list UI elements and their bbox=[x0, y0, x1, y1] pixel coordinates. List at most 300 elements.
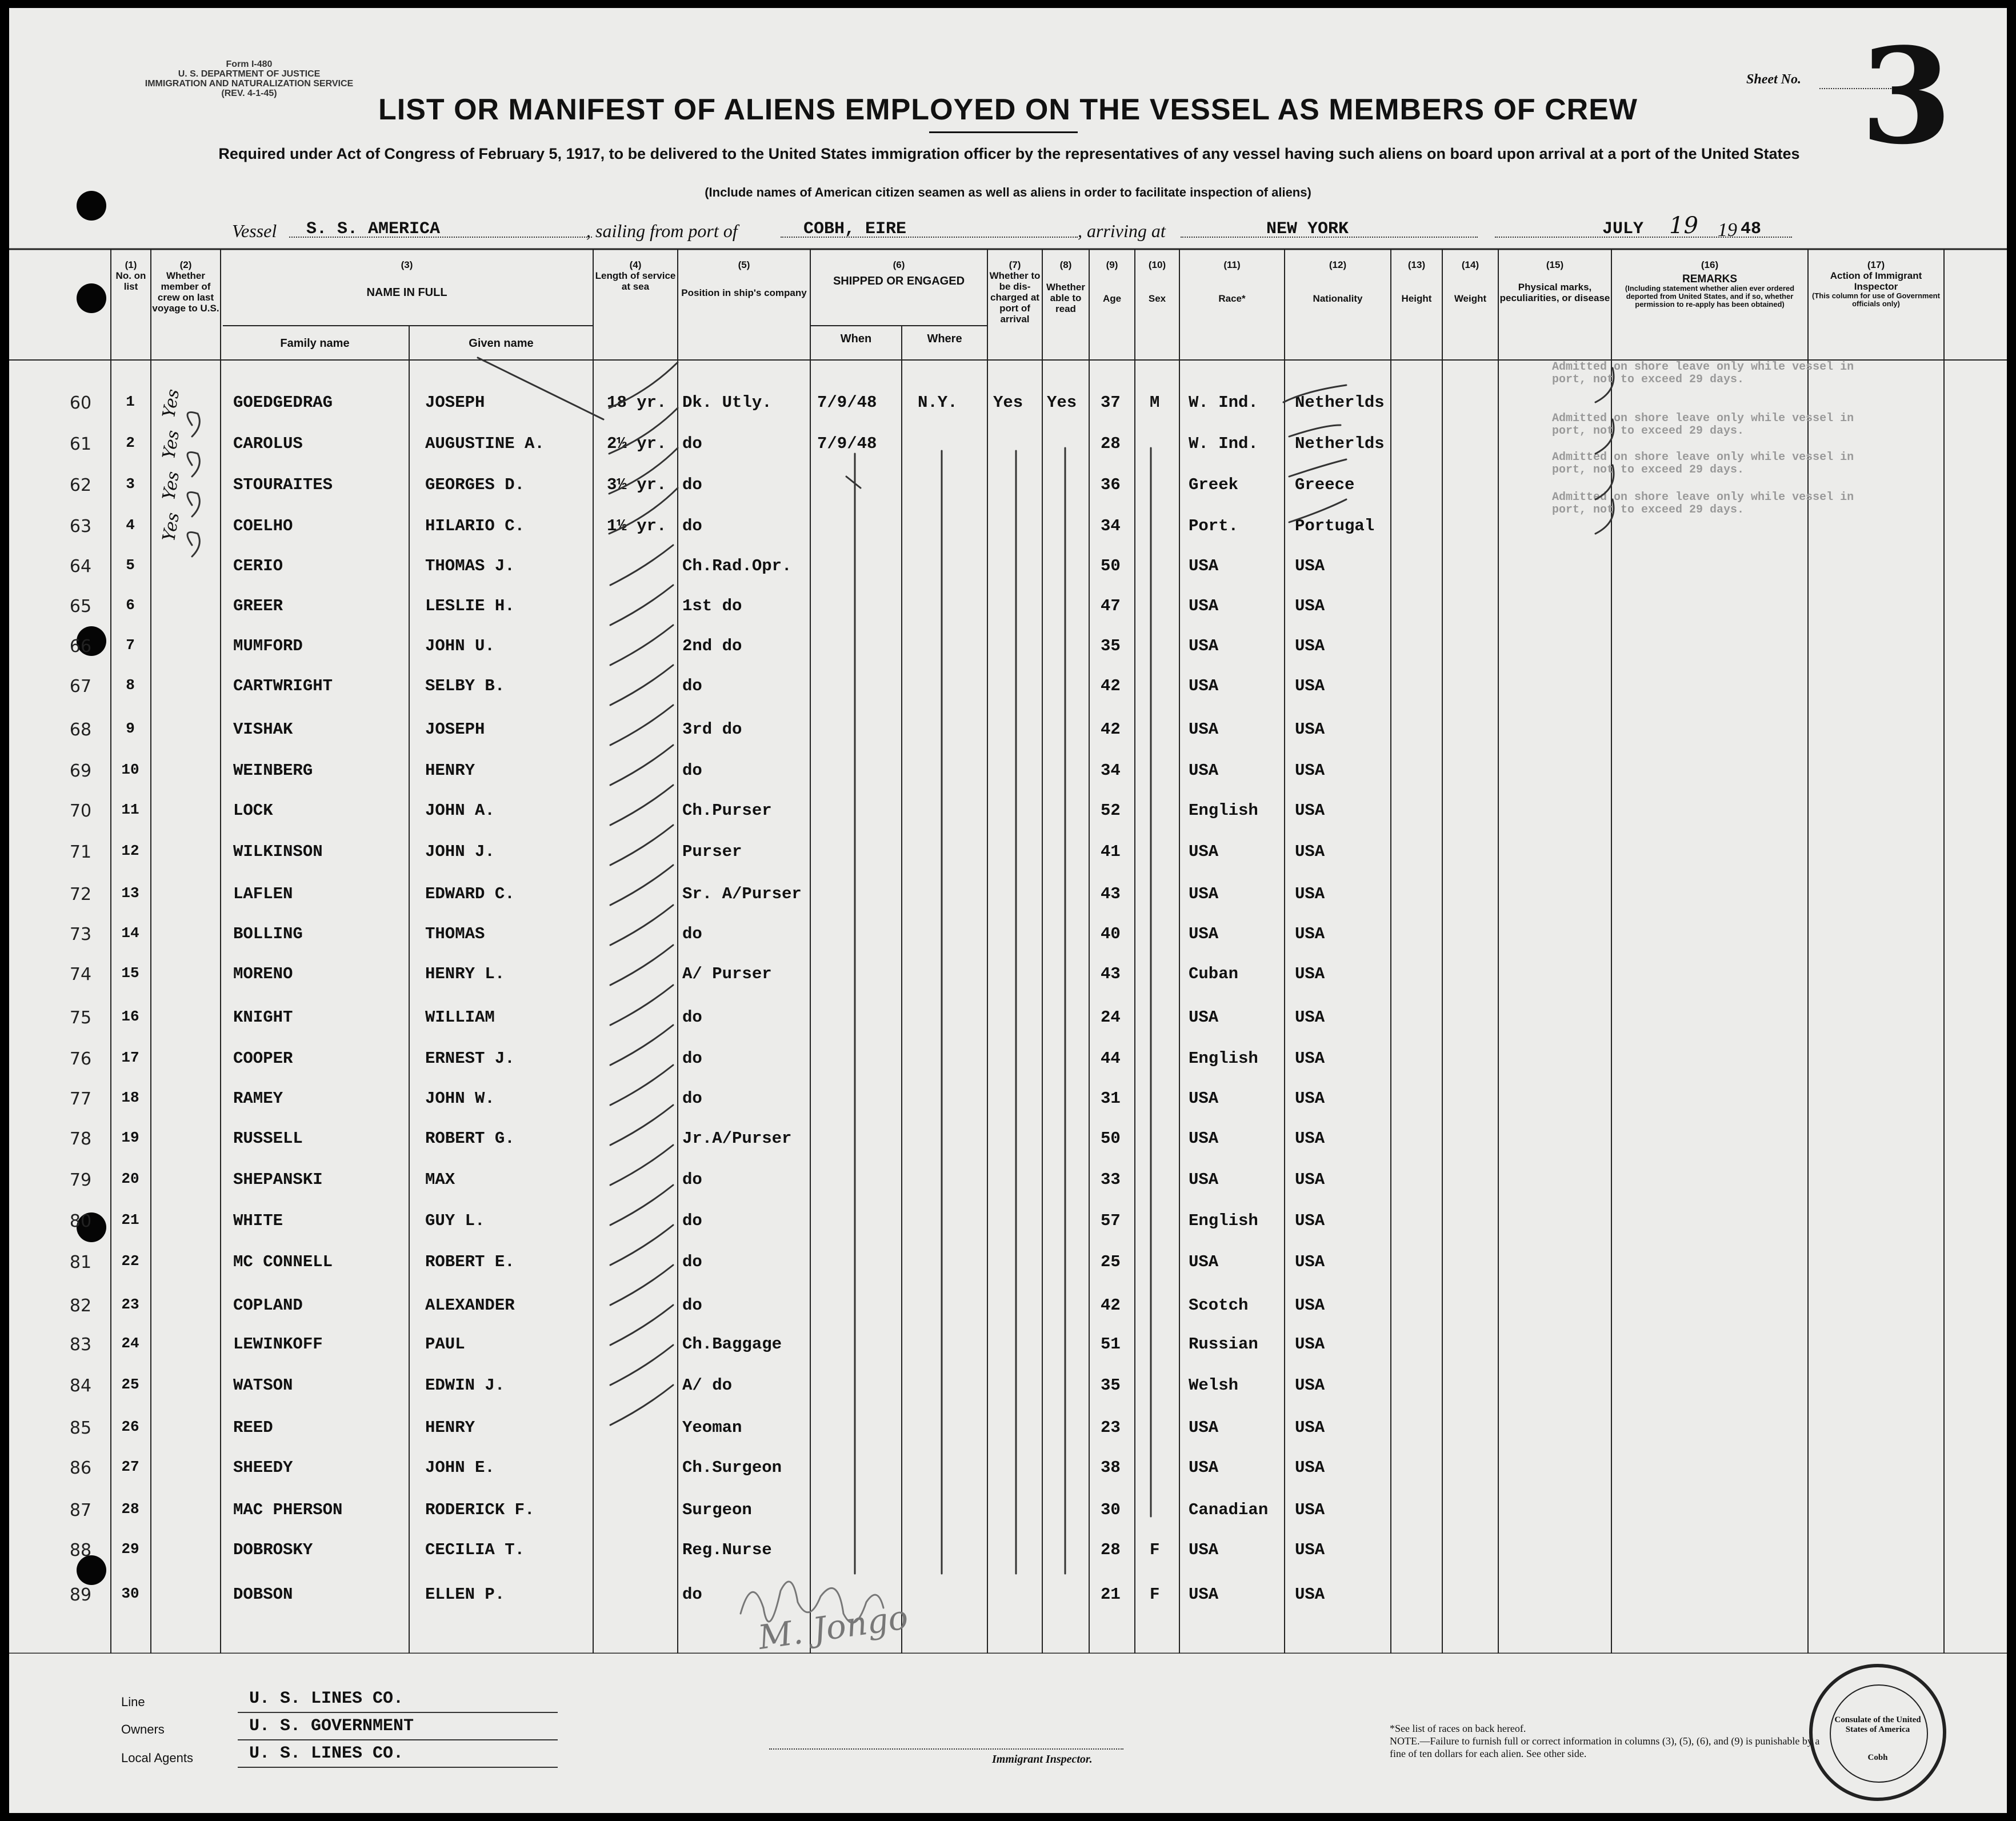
given-name: CECILIA T. bbox=[425, 1540, 525, 1559]
col-num: (12) bbox=[1329, 259, 1347, 270]
document-subnote: (Include names of American citizen seamen as well as aliens in order to facilitate inspection of aliens) bbox=[705, 185, 1311, 199]
line-number: 62 bbox=[69, 475, 92, 495]
family-name: VISHAK bbox=[233, 720, 293, 739]
given-name: AUGUSTINE A. bbox=[425, 434, 545, 453]
line-number: 70 bbox=[69, 801, 92, 821]
seal-text: Consulate of the United States of America bbox=[1834, 1715, 1921, 1734]
position: do bbox=[682, 761, 702, 780]
family-name: SHEPANSKI bbox=[233, 1170, 323, 1189]
arrival-month: JULY bbox=[1602, 219, 1644, 239]
age: 50 bbox=[1101, 1129, 1121, 1148]
nationality: USA bbox=[1295, 557, 1325, 575]
col-num: (7) bbox=[1009, 259, 1021, 270]
age: 51 bbox=[1101, 1335, 1121, 1354]
line-number: 74 bbox=[69, 964, 92, 984]
age: 36 bbox=[1101, 475, 1121, 494]
race: USA bbox=[1189, 1458, 1219, 1477]
given-name: JOHN A. bbox=[425, 801, 495, 820]
consulate-seal bbox=[1809, 1664, 1946, 1801]
list-number: 7 bbox=[126, 637, 135, 654]
given-name: ALEXANDER bbox=[425, 1296, 515, 1315]
col-label: Length of service at sea bbox=[595, 270, 676, 292]
col-num: (1) bbox=[125, 259, 137, 270]
position: 1st do bbox=[682, 597, 742, 615]
col-label: Weight bbox=[1454, 293, 1487, 304]
race: USA bbox=[1189, 1540, 1219, 1559]
given-name: ROBERT G. bbox=[425, 1129, 515, 1148]
family-name: WILKINSON bbox=[233, 842, 323, 861]
family-name: DOBROSKY bbox=[233, 1540, 313, 1559]
family-name: COELHO bbox=[233, 517, 293, 535]
nationality: USA bbox=[1295, 1211, 1325, 1230]
col-num: (15) bbox=[1546, 259, 1564, 270]
given-name: RODERICK F. bbox=[425, 1500, 535, 1519]
given-name: JOSEPH bbox=[425, 393, 485, 412]
age: 38 bbox=[1101, 1458, 1121, 1477]
race: English bbox=[1189, 1211, 1258, 1230]
vessel-name: S. S. AMERICA bbox=[306, 219, 441, 239]
col-num: (17) bbox=[1867, 259, 1885, 270]
agents-value: U. S. LINES CO. bbox=[249, 1744, 404, 1763]
family-name: COOPER bbox=[233, 1049, 293, 1068]
sex: F bbox=[1150, 1540, 1160, 1559]
family-name: MUMFORD bbox=[233, 637, 303, 655]
given-name: JOHN U. bbox=[425, 637, 495, 655]
col-label: Height bbox=[1401, 293, 1432, 304]
list-number: 18 bbox=[121, 1089, 139, 1106]
given-name: MAX bbox=[425, 1170, 455, 1189]
port-from: COBH, EIRE bbox=[803, 219, 907, 239]
nationality: USA bbox=[1295, 720, 1325, 739]
race: English bbox=[1189, 1049, 1258, 1068]
position: Surgeon bbox=[682, 1500, 752, 1519]
col-header-3b: Given name bbox=[469, 337, 534, 350]
family-name: MC CONNELL bbox=[233, 1252, 333, 1271]
given-name: LESLIE H. bbox=[425, 597, 515, 615]
position: Ch.Baggage bbox=[682, 1335, 782, 1354]
to-be-discharged: Yes bbox=[993, 393, 1023, 412]
nationality: USA bbox=[1295, 1170, 1325, 1189]
arrival-day: 19 bbox=[1669, 213, 1698, 239]
department-name: U. S. DEPARTMENT OF JUSTICE bbox=[178, 69, 321, 79]
race: Canadian bbox=[1189, 1500, 1269, 1519]
shipped-when: 7/9/48 bbox=[817, 393, 877, 412]
position: 3rd do bbox=[682, 720, 742, 739]
length-of-service: 18 yr. bbox=[607, 393, 667, 412]
sheet-number-label: Sheet No. bbox=[1746, 72, 1801, 87]
given-name: HENRY bbox=[425, 761, 475, 780]
position: do bbox=[682, 1585, 702, 1604]
position: do bbox=[682, 1089, 702, 1108]
family-name: WATSON bbox=[233, 1376, 293, 1395]
list-number: 14 bbox=[121, 924, 139, 942]
arrival-year-prefix: 19 bbox=[1718, 219, 1737, 241]
previous-voyage: Yes bbox=[159, 429, 184, 461]
col-label: Physical marks, peculiarities, or disease bbox=[1499, 282, 1610, 303]
nationality: Greece bbox=[1295, 475, 1355, 494]
given-name: EDWIN J. bbox=[425, 1376, 505, 1395]
line-number: 66 bbox=[69, 637, 92, 657]
family-name: LOCK bbox=[233, 801, 273, 820]
position: Ch.Rad.Opr. bbox=[682, 557, 792, 575]
race: USA bbox=[1189, 637, 1219, 655]
nationality: USA bbox=[1295, 1418, 1325, 1437]
age: 52 bbox=[1101, 801, 1121, 820]
family-name: RUSSELL bbox=[233, 1129, 303, 1148]
remark-stamp: Admitted on shore leave only while vessel in port, not to exceed 29 days. bbox=[1552, 412, 1854, 438]
age: 35 bbox=[1101, 1376, 1121, 1395]
given-name: HENRY bbox=[425, 1418, 475, 1437]
col-label: Nationality bbox=[1313, 293, 1363, 304]
age: 57 bbox=[1101, 1211, 1121, 1230]
col-label: SHIPPED OR ENGAGED bbox=[833, 275, 965, 287]
given-name: JOHN W. bbox=[425, 1089, 495, 1108]
line-value: U. S. LINES CO. bbox=[249, 1689, 404, 1708]
list-number: 30 bbox=[121, 1585, 139, 1602]
remark-stamp: Admitted on shore leave only while vessel in port, not to exceed 29 days. bbox=[1552, 361, 1854, 386]
race: USA bbox=[1189, 842, 1219, 861]
col-num: (5) bbox=[738, 259, 750, 270]
age: 24 bbox=[1101, 1008, 1121, 1027]
age: 37 bbox=[1101, 393, 1121, 412]
line-number: 85 bbox=[69, 1418, 92, 1438]
position: do bbox=[682, 475, 702, 494]
remark-stamp: Admitted on shore leave only while vessel in port, not to exceed 29 days. bbox=[1552, 451, 1854, 477]
nationality: USA bbox=[1295, 1049, 1325, 1068]
col-num: (10) bbox=[1148, 259, 1166, 270]
line-number: 78 bbox=[69, 1129, 92, 1149]
position: do bbox=[682, 924, 702, 943]
length-of-service: 3½ yr. bbox=[607, 475, 667, 494]
list-number: 15 bbox=[121, 964, 139, 982]
col-label: Position in ship's company bbox=[681, 287, 807, 298]
given-name: HENRY L. bbox=[425, 964, 505, 983]
position: Dk. Utly. bbox=[682, 393, 772, 412]
line-number: 82 bbox=[69, 1296, 92, 1316]
col-num: (13) bbox=[1407, 259, 1426, 270]
col-num: (4) bbox=[629, 259, 642, 270]
family-name: SHEEDY bbox=[233, 1458, 293, 1477]
col-num: (3) bbox=[401, 259, 413, 270]
nationality: USA bbox=[1295, 964, 1325, 983]
col-label: Whether to be dis-charged at port of arrival bbox=[989, 270, 1041, 325]
age: 28 bbox=[1101, 1540, 1121, 1559]
nationality: USA bbox=[1295, 885, 1325, 903]
form-number: Form I-480 bbox=[226, 59, 273, 69]
line-number: 75 bbox=[69, 1008, 92, 1028]
port-to: NEW YORK bbox=[1266, 219, 1349, 239]
age: 25 bbox=[1101, 1252, 1121, 1271]
nationality: USA bbox=[1295, 1540, 1325, 1559]
position: Ch.Surgeon bbox=[682, 1458, 782, 1477]
line-number: 65 bbox=[69, 597, 92, 617]
nationality: USA bbox=[1295, 1008, 1325, 1027]
sex: M bbox=[1150, 393, 1160, 412]
line-number: 67 bbox=[69, 677, 92, 697]
agents-underline bbox=[238, 1767, 558, 1768]
position: Jr.A/Purser bbox=[682, 1129, 792, 1148]
document-subtitle: Required under Act of Congress of February 5, 1917, to be delivered to the United States immigration officer by the representatives of any vessel having such aliens on board upon arrival at a port of the United States bbox=[218, 145, 1800, 162]
given-name: WILLIAM bbox=[425, 1008, 495, 1027]
family-name: WHITE bbox=[233, 1211, 283, 1230]
col-num: (11) bbox=[1223, 259, 1241, 270]
age: 34 bbox=[1101, 517, 1121, 535]
position: do bbox=[682, 677, 702, 695]
agents-label: Local Agents bbox=[121, 1751, 193, 1765]
family-name: COPLAND bbox=[233, 1296, 303, 1315]
col-label: Action of Immigrant Inspector bbox=[1830, 270, 1922, 292]
position: do bbox=[682, 1008, 702, 1027]
position: do bbox=[682, 517, 702, 535]
family-name: LEWINKOFF bbox=[233, 1335, 323, 1354]
race: Port. bbox=[1189, 517, 1239, 535]
list-number: 9 bbox=[126, 720, 135, 737]
col-label: Sex bbox=[1148, 293, 1166, 304]
race: USA bbox=[1189, 1585, 1219, 1604]
age: 31 bbox=[1101, 1089, 1121, 1108]
form-revision: (REV. 4-1-45) bbox=[221, 89, 277, 98]
given-name: EDWARD C. bbox=[425, 885, 515, 903]
race: USA bbox=[1189, 1129, 1219, 1148]
vessel-label: Vessel bbox=[232, 221, 277, 241]
nationality: USA bbox=[1295, 637, 1325, 655]
list-number: 5 bbox=[126, 557, 135, 574]
sailing-label: , sailing from port of bbox=[586, 221, 738, 241]
family-name: LAFLEN bbox=[233, 885, 293, 903]
family-name: BOLLING bbox=[233, 924, 303, 943]
previous-voyage: Yes bbox=[159, 387, 184, 420]
line-number: 60 bbox=[69, 393, 92, 413]
given-name: ROBERT E. bbox=[425, 1252, 515, 1271]
race: USA bbox=[1189, 1008, 1219, 1027]
line-label: Line bbox=[121, 1695, 145, 1709]
family-name: KNIGHT bbox=[233, 1008, 293, 1027]
position: Ch.Purser bbox=[682, 801, 772, 820]
list-number: 24 bbox=[121, 1335, 139, 1352]
position: Reg.Nurse bbox=[682, 1540, 772, 1559]
race: USA bbox=[1189, 1170, 1219, 1189]
race: USA bbox=[1189, 924, 1219, 943]
age: 30 bbox=[1101, 1500, 1121, 1519]
handwritten-marks bbox=[9, 8, 2007, 1813]
position: do bbox=[682, 1296, 702, 1315]
nationality: USA bbox=[1295, 1089, 1325, 1108]
nationality: USA bbox=[1295, 801, 1325, 820]
nationality: USA bbox=[1295, 1335, 1325, 1354]
age: 42 bbox=[1101, 720, 1121, 739]
age: 47 bbox=[1101, 597, 1121, 615]
line-number: 76 bbox=[69, 1049, 92, 1069]
col-num: (14) bbox=[1461, 259, 1479, 270]
fine-note: NOTE.—Failure to furnish full or correct information in columns (3), (5), (6), and (9) is punishable by a fine of ten dollars for each alien. See other side. bbox=[1390, 1735, 1820, 1759]
family-name: GOEDGEDRAG bbox=[233, 393, 333, 412]
family-name: CARTWRIGHT bbox=[233, 677, 333, 695]
race: USA bbox=[1189, 720, 1219, 739]
given-name: PAUL bbox=[425, 1335, 465, 1354]
col-num: (6) bbox=[893, 259, 905, 270]
line-number: 84 bbox=[69, 1376, 92, 1396]
position: A/ Purser bbox=[682, 964, 772, 983]
shipped-where: N.Y. bbox=[918, 393, 958, 412]
age: 42 bbox=[1101, 1296, 1121, 1315]
document-title: LIST OR MANIFEST OF ALIENS EMPLOYED ON THE VESSEL AS MEMBERS OF CREW bbox=[378, 93, 1638, 126]
race: W. Ind. bbox=[1189, 434, 1258, 453]
sex: F bbox=[1150, 1585, 1160, 1604]
age: 35 bbox=[1101, 637, 1121, 655]
line-number: 64 bbox=[69, 557, 92, 577]
col-label: NAME IN FULL bbox=[366, 286, 447, 299]
age: 28 bbox=[1101, 434, 1121, 453]
race: USA bbox=[1189, 1089, 1219, 1108]
given-name: GEORGES D. bbox=[425, 475, 525, 494]
list-number: 21 bbox=[121, 1211, 139, 1228]
list-number: 16 bbox=[121, 1008, 139, 1025]
col-num: (16) bbox=[1701, 259, 1719, 270]
able-to-read: Yes bbox=[1047, 393, 1077, 412]
line-number: 86 bbox=[69, 1458, 92, 1478]
nationality: USA bbox=[1295, 1376, 1325, 1395]
nationality: USA bbox=[1295, 842, 1325, 861]
race: English bbox=[1189, 801, 1258, 820]
given-name: THOMAS J. bbox=[425, 557, 515, 575]
list-number: 3 bbox=[126, 475, 135, 493]
given-name: SELBY B. bbox=[425, 677, 505, 695]
col-header-6b: Where bbox=[927, 333, 962, 345]
previous-voyage: Yes bbox=[159, 470, 184, 502]
position: Sr. A/Purser bbox=[682, 885, 802, 903]
nationality: USA bbox=[1295, 1296, 1325, 1315]
list-number: 29 bbox=[121, 1540, 139, 1558]
race: Russian bbox=[1189, 1335, 1258, 1354]
nationality: USA bbox=[1295, 924, 1325, 943]
col-num: (2) bbox=[179, 259, 192, 270]
race: USA bbox=[1189, 557, 1219, 575]
position: Yeoman bbox=[682, 1418, 742, 1437]
race: Scotch bbox=[1189, 1296, 1249, 1315]
list-number: 28 bbox=[121, 1500, 139, 1518]
race: USA bbox=[1189, 597, 1219, 615]
col-label: No. on list bbox=[115, 270, 146, 292]
list-number: 17 bbox=[121, 1049, 139, 1066]
family-name: MAC PHERSON bbox=[233, 1500, 343, 1519]
family-name: RAMEY bbox=[233, 1089, 283, 1108]
race: USA bbox=[1189, 1252, 1219, 1271]
age: 23 bbox=[1101, 1418, 1121, 1437]
col-num: (9) bbox=[1106, 259, 1118, 270]
position: do bbox=[682, 1211, 702, 1230]
race: USA bbox=[1189, 885, 1219, 903]
age: 40 bbox=[1101, 924, 1121, 943]
previous-voyage: Yes bbox=[159, 511, 184, 543]
col-label: REMARKS bbox=[1682, 273, 1738, 285]
family-name: MORENO bbox=[233, 964, 293, 983]
position: do bbox=[682, 1252, 702, 1271]
age: 33 bbox=[1101, 1170, 1121, 1189]
list-number: 4 bbox=[126, 517, 135, 534]
arriving-label: , arriving at bbox=[1078, 221, 1166, 241]
list-number: 19 bbox=[121, 1129, 139, 1146]
owners-label: Owners bbox=[121, 1722, 165, 1736]
arrival-year: 48 bbox=[1741, 219, 1762, 239]
given-name: JOSEPH bbox=[425, 720, 485, 739]
col-sublabel: (Including statement whether alien ever ordered deported from United States, and if so, whether permission to re-apply has been obtained) bbox=[1625, 284, 1795, 309]
line-number: 69 bbox=[69, 761, 92, 781]
list-number: 13 bbox=[121, 885, 139, 902]
list-number: 12 bbox=[121, 842, 139, 859]
list-number: 26 bbox=[121, 1418, 139, 1435]
family-name: WEINBERG bbox=[233, 761, 313, 780]
nationality: USA bbox=[1295, 1500, 1325, 1519]
given-name: JOHN J. bbox=[425, 842, 495, 861]
list-number: 22 bbox=[121, 1252, 139, 1270]
line-number: 72 bbox=[69, 885, 92, 905]
race: USA bbox=[1189, 761, 1219, 780]
age: 50 bbox=[1101, 557, 1121, 575]
line-underline bbox=[238, 1712, 558, 1713]
list-number: 25 bbox=[121, 1376, 139, 1393]
nationality: USA bbox=[1295, 1458, 1325, 1477]
service-name: IMMIGRATION AND NATURALIZATION SERVICE bbox=[145, 79, 354, 89]
sheet-number: 3 bbox=[1861, 19, 1953, 174]
nationality: USA bbox=[1295, 761, 1325, 780]
age: 41 bbox=[1101, 842, 1121, 861]
line-number: 68 bbox=[69, 720, 92, 740]
age: 42 bbox=[1101, 677, 1121, 695]
family-name: CAROLUS bbox=[233, 434, 303, 453]
position: do bbox=[682, 434, 702, 453]
race: W. Ind. bbox=[1189, 393, 1258, 412]
given-name: ELLEN P. bbox=[425, 1585, 505, 1604]
position: Purser bbox=[682, 842, 742, 861]
age: 43 bbox=[1101, 964, 1121, 983]
nationality: USA bbox=[1295, 1129, 1325, 1148]
position: A/ do bbox=[682, 1376, 733, 1395]
race: USA bbox=[1189, 677, 1219, 695]
list-number: 10 bbox=[121, 761, 139, 778]
seal-city: Cobh bbox=[1867, 1753, 1888, 1762]
remark-stamp: Admitted on shore leave only while vessel in port, not to exceed 29 days. bbox=[1552, 491, 1854, 517]
family-name: REED bbox=[233, 1418, 273, 1437]
col-label: Age bbox=[1102, 293, 1122, 304]
line-number: 73 bbox=[69, 924, 92, 944]
age: 21 bbox=[1101, 1585, 1121, 1604]
list-number: 23 bbox=[121, 1296, 139, 1313]
col-label: Race* bbox=[1218, 293, 1246, 304]
list-number: 20 bbox=[121, 1170, 139, 1187]
line-number: 87 bbox=[69, 1500, 92, 1520]
position: do bbox=[682, 1049, 702, 1068]
col-sublabel: (This column for use of Government officials only) bbox=[1812, 291, 1940, 308]
line-number: 80 bbox=[69, 1211, 92, 1231]
line-number: 89 bbox=[69, 1585, 92, 1605]
nationality: USA bbox=[1295, 597, 1325, 615]
line-number: 61 bbox=[69, 434, 92, 454]
line-number: 77 bbox=[69, 1089, 92, 1109]
col-num: (8) bbox=[1059, 259, 1072, 270]
age: 43 bbox=[1101, 885, 1121, 903]
family-name: STOURAITES bbox=[233, 475, 333, 494]
nationality: Portugal bbox=[1295, 517, 1375, 535]
owners-underline bbox=[238, 1739, 558, 1740]
inspector-label: Immigrant Inspector. bbox=[992, 1753, 1093, 1766]
line-number: 63 bbox=[69, 517, 92, 537]
race: Cuban bbox=[1189, 964, 1239, 983]
col-label: Whether member of crew on last voyage to U.S. bbox=[152, 270, 219, 314]
nationality: USA bbox=[1295, 677, 1325, 695]
race: USA bbox=[1189, 1418, 1219, 1437]
given-name: JOHN E. bbox=[425, 1458, 495, 1477]
given-name: ERNEST J. bbox=[425, 1049, 515, 1068]
